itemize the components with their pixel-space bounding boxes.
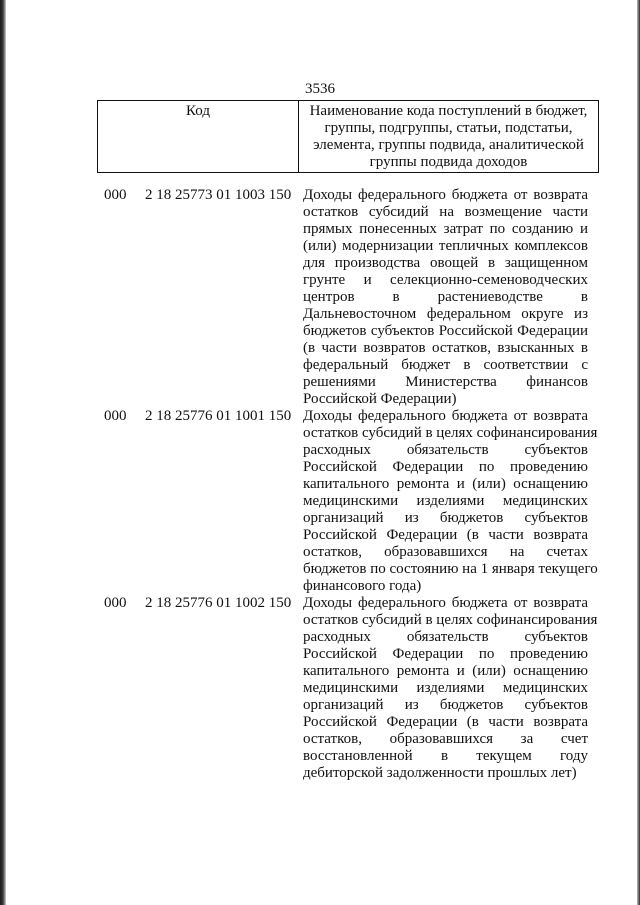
entry-admin-code: 000 — [104, 595, 127, 611]
description-line: центров в растениеводстве в — [303, 289, 588, 305]
entry-budget-code: 2 18 25776 01 1001 150 — [145, 408, 292, 424]
description-line: медицинскими изделиями медицинских — [303, 493, 588, 509]
header-code-cell: Код — [98, 101, 299, 172]
entry-row — [0, 595, 640, 782]
entry-row — [0, 187, 640, 408]
entries-list — [0, 187, 640, 782]
description-line: Доходы федерального бюджета от возврата — [303, 408, 588, 424]
description-line: медицинскими изделиями медицинских — [303, 680, 588, 696]
description-line: (или) модернизации тепличных комплексов — [303, 238, 588, 254]
description-line: капитального ремонта и (или) оснащению — [303, 476, 588, 492]
description-line: для производства овощей в защищенном — [303, 255, 588, 271]
entry-budget-code: 2 18 25773 01 1003 150 — [145, 187, 292, 203]
description-line: расходных обязательств субъектов — [303, 629, 588, 645]
description-line: организаций из бюджетов субъектов — [303, 510, 588, 526]
entry-admin-code: 000 — [104, 408, 127, 424]
description-line: грунте и селекционно-семеноводческих — [303, 272, 588, 288]
entry-admin-code: 000 — [104, 187, 127, 203]
description-line: решениями Министерства финансов — [303, 374, 588, 390]
description-line: остатков, образовавшихся на счетах — [303, 544, 588, 560]
description-line: бюджетов по состоянию на 1 января текущего — [303, 561, 598, 577]
entry-budget-code: 2 18 25776 01 1002 150 — [145, 595, 292, 611]
description-line: бюджетов субъектов Российской Федерации — [303, 323, 588, 339]
description-line: Российской Федерации по проведению — [303, 646, 588, 662]
description-line: расходных обязательств субъектов — [303, 442, 588, 458]
description-line: остатков, образовавшихся за счет — [303, 731, 588, 747]
description-line: прямых понесенных затрат по созданию и — [303, 221, 588, 237]
description-line: остатков субсидий на возмещение части — [303, 204, 588, 220]
description-line: дебиторской задолженности прошлых лет) — [303, 765, 577, 781]
description-line: Российской Федерации по проведению — [303, 459, 588, 475]
description-line: Дальневосточном федеральном округе из — [303, 306, 588, 322]
description-line: Доходы федерального бюджета от возврата — [303, 595, 588, 611]
description-line: остатков субсидий в целях софинансирования — [303, 612, 598, 628]
header-name-cell — [299, 101, 598, 172]
description-line: финансового года) — [303, 578, 422, 594]
header-name-line: Наименование кода поступлений в бюджет, — [309, 103, 588, 119]
entry-row — [0, 408, 640, 595]
description-line: восстановленной в текущем году — [303, 748, 588, 764]
description-line: остатков субсидий в целях софинансирования — [303, 425, 598, 441]
entry-description — [303, 408, 598, 595]
header-name-line: элемента, группы подвида, аналитической — [313, 137, 584, 153]
description-line: Доходы федерального бюджета от возврата — [303, 187, 588, 203]
page-number: 3536 — [305, 81, 335, 97]
header-table — [97, 100, 599, 173]
description-line: капитального ремонта и (или) оснащению — [303, 663, 588, 679]
description-line: Российской Федерации (в части возврата — [303, 527, 588, 543]
description-line: организаций из бюджетов субъектов — [303, 697, 588, 713]
entry-description — [303, 595, 598, 782]
header-name-line: группы подвида доходов — [369, 154, 528, 170]
description-line: федеральный бюджет в соответствии с — [303, 357, 588, 373]
description-line: Российской Федерации (в части возврата — [303, 714, 588, 730]
header-name-line: группы, подгруппы, статьи, подстатьи, — [324, 120, 573, 136]
entry-description — [303, 187, 588, 408]
description-line: (в части возвратов остатков, взысканных в — [303, 340, 588, 356]
description-line: Российской Федерации) — [303, 391, 457, 407]
